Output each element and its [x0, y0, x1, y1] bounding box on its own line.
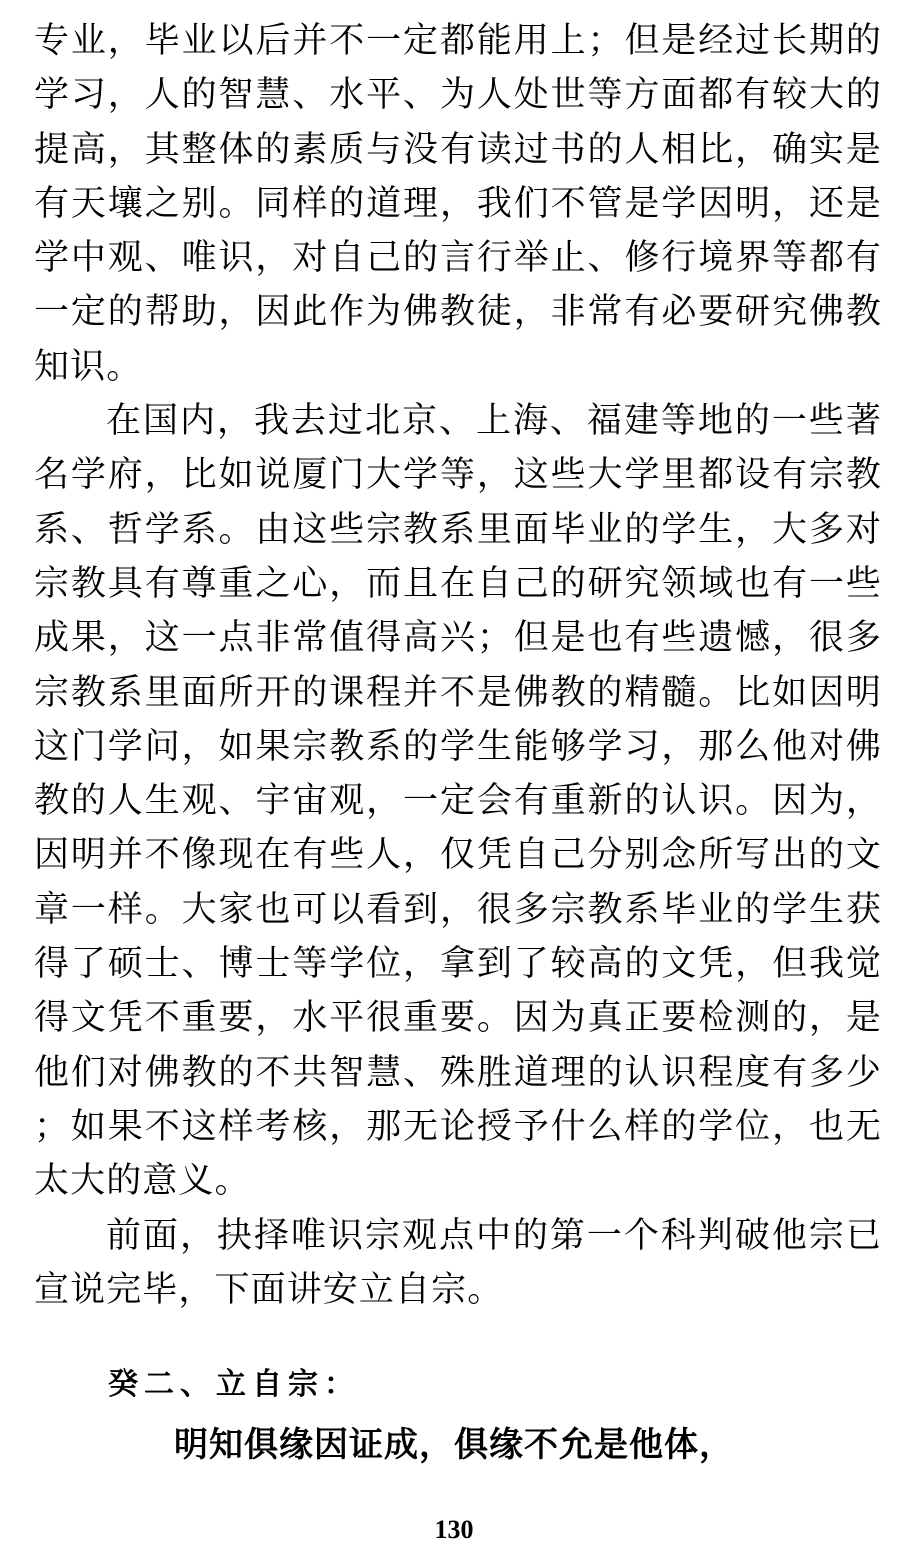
paragraph-transition: 前面，抉择唯识宗观点中的第一个科判破他宗已宣说完毕，下面讲安立自宗。	[34, 1215, 882, 1310]
section-heading: 癸二、立自宗：	[108, 1367, 360, 1402]
document-body	[34, 14, 882, 1317]
page-number: 130	[434, 1515, 474, 1544]
paragraph-universities: 在国内，我去过北京、上海、福建等地的一些著名学府，比如说厦门大学等，这些大学里都设有宗教系、哲学系。由这些宗教系里面毕业的学生，大多对宗教具有尊重之心，而且在自己的研究领域也有一些成果，这一点非常值得高兴；但是也有些遗憾，很多宗教系里面所开的课程并不是佛教的精髓。比如因明这门学问，如果宗教系的学生能够学习，那么他对佛教的人生观、宇宙观，一定会有重新的认识。因为，因明并不像现在有些人，仅凭自己分别念所写出的文章一样。大家也可以看到，很多宗教系毕业的学生获得了硕士、博士等学位，拿到了较高的文凭，但我觉得文凭不重要，水平很重要。因为真正要检测的，是他们对佛教的不共智慧、殊胜道理的认识程度有多少；如果不这样考核，那无论授予什么样的学位，也无太大的意义。	[34, 401, 882, 1202]
verse-line: 明知俱缘因证成，俱缘不允是他体，	[174, 1425, 734, 1465]
paragraph-continued: 专业，毕业以后并不一定都能用上；但是经过长期的学习，人的智慧、水平、为人处世等方面都有较大的提高，其整体的素质与没有读过书的人相比，确实是有天壤之别。同样的道理，我们不管是学因明，还是学中观、唯识，对自己的言行举止、修行境界等都有一定的帮助，因此作为佛教徒，非常有必要研究佛教知识。	[34, 21, 882, 387]
